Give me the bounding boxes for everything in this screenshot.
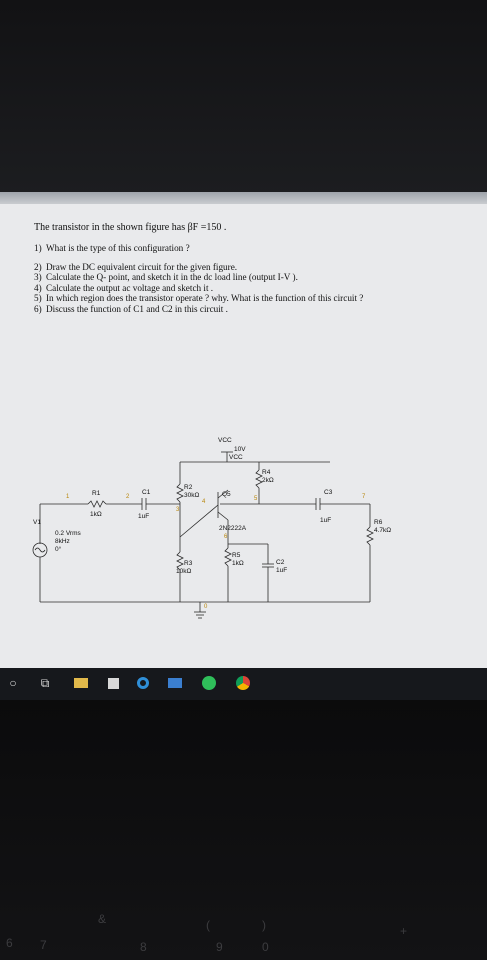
keyboard-key: 9 [216, 940, 223, 954]
r6-name: R6 [374, 519, 383, 526]
node-label: 1 [66, 494, 70, 500]
node-label: 4 [202, 499, 206, 505]
node-label: 3 [176, 507, 180, 513]
v1-frequency: 8kHz [55, 538, 70, 545]
keyboard-key: ) [262, 918, 266, 932]
r3-value: 10kΩ [176, 568, 192, 575]
v1-phase: 0° [55, 546, 62, 553]
node-label: 6 [224, 534, 228, 540]
question-item [34, 272, 484, 283]
c3-name: C3 [324, 489, 333, 496]
screen [0, 192, 487, 668]
r4-name: R4 [262, 469, 271, 476]
r5-value: 1kΩ [232, 560, 244, 567]
keyboard-key: 8 [140, 940, 147, 954]
r2-name: R2 [184, 484, 193, 491]
question-item [34, 243, 484, 254]
question-number: 1) [34, 243, 42, 253]
transistor-model: 2N2222A [219, 525, 247, 532]
question-text: Calculate the output ac voltage and sketch it . [46, 282, 214, 293]
task-view-icon[interactable]: ⧉ [40, 675, 50, 690]
question-item [34, 293, 484, 304]
c3-value: 1uF [320, 517, 332, 524]
node-label: 7 [362, 494, 366, 500]
c2-name: C2 [276, 559, 285, 566]
question-text: Calculate the Q- point, and sketch it in the dc load line (output I-V ). [46, 272, 298, 282]
question-number: 6) [34, 303, 42, 314]
v1-amplitude: 0.2 Vrms [55, 530, 81, 537]
r1-name: R1 [92, 490, 101, 497]
question-text: Draw the DC equivalent circuit for the given figure. [46, 261, 238, 272]
store-icon[interactable] [104, 674, 122, 692]
c2-value: 1uF [276, 567, 288, 574]
r4-value: 2kΩ [262, 477, 274, 484]
keyboard-key: 7 [40, 938, 47, 952]
question-item [34, 304, 484, 315]
taskbar [0, 668, 487, 700]
question-text: In which region does the transistor operate ? why. What is the function of this circuit ? [46, 293, 364, 303]
vcc-value: 10V [234, 446, 246, 453]
vcc-source: VCC [229, 454, 243, 461]
whatsapp-icon[interactable] [200, 674, 218, 692]
edge-icon[interactable] [134, 674, 152, 692]
mail-icon[interactable] [166, 674, 184, 692]
r1-value: 1kΩ [90, 511, 102, 518]
question-number: 4) [34, 282, 42, 293]
file-explorer-icon[interactable] [72, 674, 90, 692]
node-label: 2 [126, 494, 130, 500]
question-text: Discuss the function of C1 and C2 in this circuit . [46, 303, 228, 314]
keyboard-key: & [98, 912, 107, 926]
window-title-strip [0, 192, 487, 204]
question-text: What is the type of this configuration ? [46, 243, 190, 253]
question-number: 5) [34, 293, 42, 303]
question-number: 3) [34, 272, 42, 282]
c1-value: 1uF [138, 513, 150, 520]
r5-name: R5 [232, 552, 241, 559]
r6-value: 4.7kΩ [374, 527, 392, 534]
question-number: 2) [34, 261, 42, 272]
chrome-icon[interactable] [234, 674, 252, 692]
v1-name: V1 [33, 519, 41, 526]
keyboard-key: 6 [6, 936, 13, 950]
transistor-name: Q5 [222, 491, 231, 498]
r2-value: 30kΩ [184, 492, 200, 499]
windows-icon[interactable]: ○ [9, 676, 17, 690]
keyboard-key: ( [206, 918, 210, 932]
c1-name: C1 [142, 489, 151, 496]
question-item [34, 262, 484, 273]
keyboard-key: 0 [262, 940, 269, 954]
problem-intro: The transistor in the shown figure has βF =150 . [34, 222, 227, 233]
monitor-bezel [0, 0, 487, 195]
keyboard-key: + [400, 924, 408, 938]
r3-name: R3 [184, 560, 193, 567]
circuit-schematic [0, 432, 487, 632]
problem-statement [34, 222, 484, 314]
vcc-label: VCC [218, 437, 232, 444]
node-label: 0 [204, 604, 208, 610]
question-item [34, 283, 484, 294]
question-list [34, 243, 484, 314]
node-label: 5 [254, 496, 258, 502]
keyboard [0, 700, 487, 960]
